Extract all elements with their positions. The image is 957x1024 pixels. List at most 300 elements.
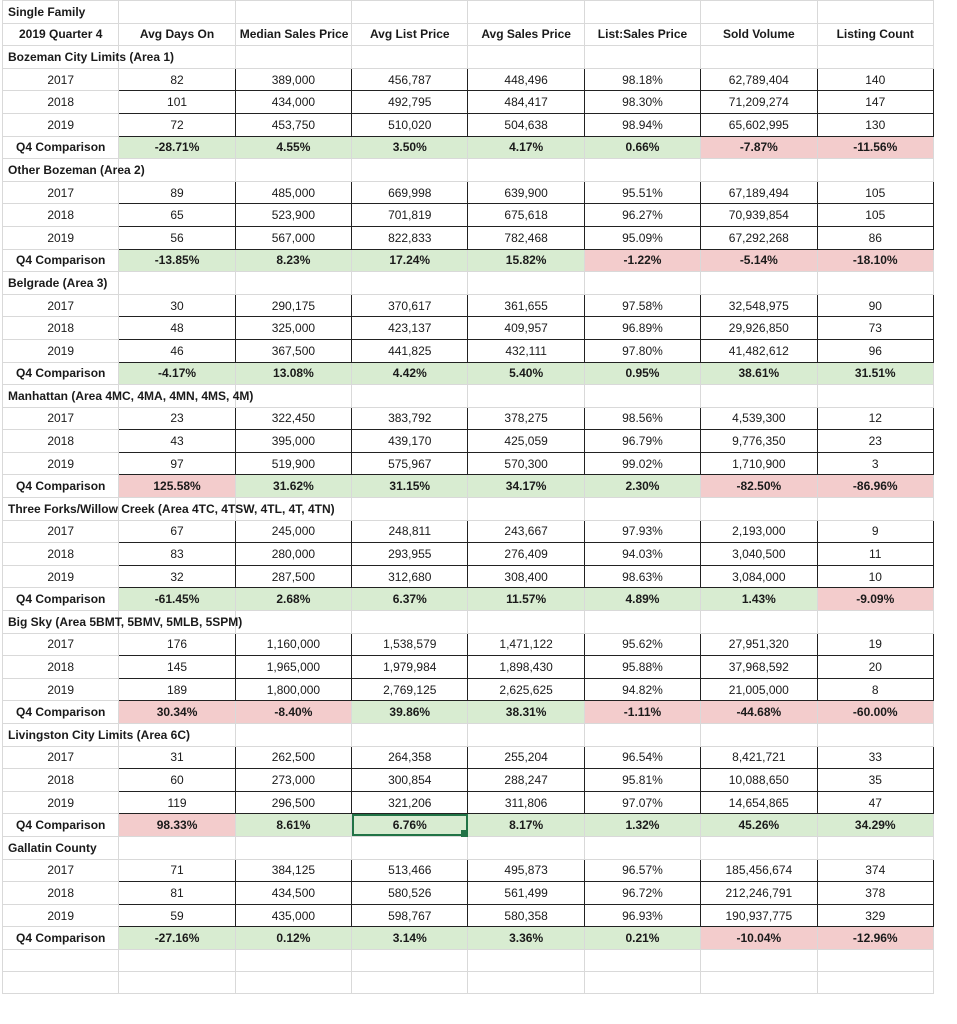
data-cell[interactable]: 782,468 (468, 226, 584, 249)
cell[interactable] (235, 1, 351, 24)
section-title[interactable]: Big Sky (Area 5BMT, 5BMV, 5MLB, 5SPM) (3, 611, 119, 634)
comparison-cell[interactable]: -5.14% (701, 249, 817, 272)
comparison-cell[interactable]: 34.17% (468, 475, 584, 498)
comparison-cell[interactable]: -11.56% (817, 136, 933, 159)
cell[interactable] (817, 46, 933, 69)
selected-cell[interactable]: 6.76% (352, 814, 468, 837)
comparison-cell[interactable]: -1.22% (584, 249, 700, 272)
data-cell[interactable]: 99.02% (584, 452, 700, 475)
data-cell[interactable]: 384,125 (235, 859, 351, 882)
data-cell[interactable]: 2,769,125 (352, 678, 468, 701)
data-cell[interactable]: 580,526 (352, 882, 468, 905)
cell[interactable] (352, 46, 468, 69)
cell[interactable] (235, 971, 351, 993)
data-cell[interactable]: 86 (817, 226, 933, 249)
comparison-cell[interactable]: -12.96% (817, 927, 933, 950)
comparison-cell[interactable]: 0.12% (235, 927, 351, 950)
data-cell[interactable]: 10 (817, 565, 933, 588)
data-cell[interactable]: 255,204 (468, 746, 584, 769)
comparison-cell[interactable]: 4.55% (235, 136, 351, 159)
cell[interactable] (468, 272, 584, 295)
data-cell[interactable]: 822,833 (352, 226, 468, 249)
comparison-label[interactable]: Q4 Comparison (3, 814, 119, 837)
data-cell[interactable]: 561,499 (468, 882, 584, 905)
cell[interactable] (584, 971, 700, 993)
section-title[interactable]: Other Bozeman (Area 2) (3, 159, 119, 182)
cell[interactable] (235, 611, 351, 634)
data-cell[interactable]: 1,160,000 (235, 633, 351, 656)
section-title[interactable]: Bozeman City Limits (Area 1) (3, 46, 119, 69)
data-cell[interactable]: 185,456,674 (701, 859, 817, 882)
data-cell[interactable]: 243,667 (468, 520, 584, 543)
data-cell[interactable]: 31 (119, 746, 235, 769)
comparison-cell[interactable]: 98.33% (119, 814, 235, 837)
data-cell[interactable]: 329 (817, 904, 933, 927)
data-cell[interactable]: 361,655 (468, 294, 584, 317)
data-cell[interactable]: 290,175 (235, 294, 351, 317)
year-label[interactable]: 2019 (3, 226, 119, 249)
data-cell[interactable]: 32,548,975 (701, 294, 817, 317)
data-cell[interactable]: 176 (119, 633, 235, 656)
comparison-cell[interactable]: -9.09% (817, 588, 933, 611)
comparison-cell[interactable]: 8.23% (235, 249, 351, 272)
year-label[interactable]: 2019 (3, 678, 119, 701)
data-cell[interactable]: 65 (119, 204, 235, 227)
data-cell[interactable]: 23 (817, 430, 933, 453)
comparison-cell[interactable]: -86.96% (817, 475, 933, 498)
data-cell[interactable]: 89 (119, 181, 235, 204)
data-cell[interactable]: 1,898,430 (468, 656, 584, 679)
data-cell[interactable]: 65,602,995 (701, 113, 817, 136)
data-cell[interactable]: 1,800,000 (235, 678, 351, 701)
data-cell[interactable]: 72 (119, 113, 235, 136)
data-cell[interactable]: 2,625,625 (468, 678, 584, 701)
year-label[interactable]: 2017 (3, 407, 119, 430)
data-cell[interactable]: 312,680 (352, 565, 468, 588)
cell[interactable] (701, 498, 817, 521)
cell[interactable] (701, 385, 817, 408)
year-label[interactable]: 2019 (3, 791, 119, 814)
data-cell[interactable]: 47 (817, 791, 933, 814)
data-cell[interactable]: 570,300 (468, 452, 584, 475)
cell[interactable] (235, 949, 351, 971)
cell[interactable] (817, 971, 933, 993)
comparison-cell[interactable]: -7.87% (701, 136, 817, 159)
comparison-cell[interactable]: -1.11% (584, 701, 700, 724)
header-cell[interactable]: List:Sales Price (584, 23, 700, 46)
cell[interactable] (701, 272, 817, 295)
year-label[interactable]: 2017 (3, 520, 119, 543)
data-cell[interactable]: 248,811 (352, 520, 468, 543)
comparison-cell[interactable]: -28.71% (119, 136, 235, 159)
data-cell[interactable]: 98.18% (584, 68, 700, 91)
cell[interactable] (235, 159, 351, 182)
data-cell[interactable]: 669,998 (352, 181, 468, 204)
cell[interactable] (817, 159, 933, 182)
comparison-label[interactable]: Q4 Comparison (3, 136, 119, 159)
cell[interactable] (584, 611, 700, 634)
year-label[interactable]: 2017 (3, 633, 119, 656)
cell[interactable] (352, 159, 468, 182)
cell[interactable] (701, 724, 817, 747)
cell[interactable] (468, 159, 584, 182)
header-cell[interactable]: 2019 Quarter 4 (3, 23, 119, 46)
data-cell[interactable]: 94.82% (584, 678, 700, 701)
data-cell[interactable]: 14,654,865 (701, 791, 817, 814)
data-cell[interactable]: 575,967 (352, 452, 468, 475)
data-cell[interactable]: 96.93% (584, 904, 700, 927)
data-cell[interactable]: 2,193,000 (701, 520, 817, 543)
section-title[interactable]: Belgrade (Area 3) (3, 272, 119, 295)
comparison-label[interactable]: Q4 Comparison (3, 701, 119, 724)
section-title[interactable]: Manhattan (Area 4MC, 4MA, 4MN, 4MS, 4M) (3, 385, 119, 408)
comparison-cell[interactable]: 0.21% (584, 927, 700, 950)
data-cell[interactable]: 97 (119, 452, 235, 475)
year-label[interactable]: 2019 (3, 904, 119, 927)
data-cell[interactable]: 9 (817, 520, 933, 543)
data-cell[interactable]: 90 (817, 294, 933, 317)
comparison-cell[interactable]: 31.15% (352, 475, 468, 498)
data-cell[interactable]: 4,539,300 (701, 407, 817, 430)
data-cell[interactable]: 1,538,579 (352, 633, 468, 656)
comparison-cell[interactable]: 38.61% (701, 362, 817, 385)
fill-handle[interactable] (461, 830, 468, 837)
data-cell[interactable]: 10,088,650 (701, 769, 817, 792)
comparison-cell[interactable]: 34.29% (817, 814, 933, 837)
data-cell[interactable]: 48 (119, 317, 235, 340)
cell[interactable] (352, 385, 468, 408)
comparison-cell[interactable]: 13.08% (235, 362, 351, 385)
comparison-cell[interactable]: 3.50% (352, 136, 468, 159)
data-cell[interactable]: 189 (119, 678, 235, 701)
cell[interactable] (468, 836, 584, 859)
comparison-label[interactable]: Q4 Comparison (3, 362, 119, 385)
data-cell[interactable]: 190,937,775 (701, 904, 817, 927)
data-cell[interactable]: 94.03% (584, 543, 700, 566)
data-cell[interactable]: 485,000 (235, 181, 351, 204)
comparison-cell[interactable]: -13.85% (119, 249, 235, 272)
cell[interactable] (584, 46, 700, 69)
comparison-cell[interactable]: 45.26% (701, 814, 817, 837)
comparison-cell[interactable]: 2.68% (235, 588, 351, 611)
data-cell[interactable]: 95.62% (584, 633, 700, 656)
cell[interactable] (352, 611, 468, 634)
data-cell[interactable]: 598,767 (352, 904, 468, 927)
comparison-cell[interactable]: 31.51% (817, 362, 933, 385)
year-label[interactable]: 2017 (3, 859, 119, 882)
data-cell[interactable]: 1,710,900 (701, 452, 817, 475)
data-cell[interactable]: 67,189,494 (701, 181, 817, 204)
data-cell[interactable]: 60 (119, 769, 235, 792)
data-cell[interactable]: 43 (119, 430, 235, 453)
data-cell[interactable]: 9,776,350 (701, 430, 817, 453)
cell[interactable] (817, 498, 933, 521)
cell[interactable] (119, 272, 235, 295)
data-cell[interactable]: 96.72% (584, 882, 700, 905)
cell[interactable] (817, 385, 933, 408)
cell[interactable] (584, 272, 700, 295)
data-cell[interactable]: 97.80% (584, 339, 700, 362)
cell[interactable] (352, 498, 468, 521)
comparison-cell[interactable]: 8.17% (468, 814, 584, 837)
data-cell[interactable]: 140 (817, 68, 933, 91)
comparison-cell[interactable]: 15.82% (468, 249, 584, 272)
data-cell[interactable]: 3 (817, 452, 933, 475)
year-label[interactable]: 2019 (3, 565, 119, 588)
data-cell[interactable]: 73 (817, 317, 933, 340)
section-title[interactable]: Three Forks/Willow Creek (Area 4TC, 4TSW, 4TL, 4T, 4TN) (3, 498, 119, 521)
data-cell[interactable]: 276,409 (468, 543, 584, 566)
data-cell[interactable]: 56 (119, 226, 235, 249)
data-cell[interactable]: 395,000 (235, 430, 351, 453)
cell[interactable] (468, 949, 584, 971)
data-cell[interactable]: 29,926,850 (701, 317, 817, 340)
cell[interactable] (584, 949, 700, 971)
comparison-cell[interactable]: 3.36% (468, 927, 584, 950)
data-cell[interactable]: 245,000 (235, 520, 351, 543)
data-cell[interactable]: 287,500 (235, 565, 351, 588)
cell[interactable] (3, 949, 119, 971)
year-label[interactable]: 2018 (3, 317, 119, 340)
comparison-cell[interactable]: 6.37% (352, 588, 468, 611)
data-cell[interactable]: 71,209,274 (701, 91, 817, 114)
data-cell[interactable]: 1,471,122 (468, 633, 584, 656)
cell[interactable] (701, 611, 817, 634)
cell[interactable] (817, 272, 933, 295)
cell[interactable] (468, 611, 584, 634)
data-cell[interactable]: 288,247 (468, 769, 584, 792)
data-cell[interactable]: 513,466 (352, 859, 468, 882)
data-cell[interactable]: 46 (119, 339, 235, 362)
data-cell[interactable]: 3,084,000 (701, 565, 817, 588)
data-cell[interactable]: 130 (817, 113, 933, 136)
data-cell[interactable]: 519,900 (235, 452, 351, 475)
comparison-cell[interactable]: -60.00% (817, 701, 933, 724)
cell[interactable] (468, 46, 584, 69)
section-title[interactable]: Livingston City Limits (Area 6C) (3, 724, 119, 747)
data-cell[interactable]: 95.81% (584, 769, 700, 792)
data-cell[interactable]: 378 (817, 882, 933, 905)
data-cell[interactable]: 675,618 (468, 204, 584, 227)
data-cell[interactable]: 325,000 (235, 317, 351, 340)
cell[interactable] (468, 1, 584, 24)
data-cell[interactable]: 280,000 (235, 543, 351, 566)
comparison-cell[interactable]: 125.58% (119, 475, 235, 498)
year-label[interactable]: 2017 (3, 746, 119, 769)
data-cell[interactable]: 374 (817, 859, 933, 882)
data-cell[interactable]: 383,792 (352, 407, 468, 430)
data-cell[interactable]: 98.94% (584, 113, 700, 136)
comparison-cell[interactable]: 38.31% (468, 701, 584, 724)
data-cell[interactable]: 97.93% (584, 520, 700, 543)
cell[interactable] (817, 836, 933, 859)
data-cell[interactable]: 367,500 (235, 339, 351, 362)
data-cell[interactable]: 96.27% (584, 204, 700, 227)
data-cell[interactable]: 19 (817, 633, 933, 656)
cell[interactable] (119, 1, 235, 24)
data-cell[interactable]: 96 (817, 339, 933, 362)
cell[interactable] (584, 724, 700, 747)
cell[interactable] (235, 272, 351, 295)
year-label[interactable]: 2018 (3, 769, 119, 792)
data-cell[interactable]: 98.30% (584, 91, 700, 114)
year-label[interactable]: 2018 (3, 543, 119, 566)
header-cell[interactable]: Avg List Price (352, 23, 468, 46)
data-cell[interactable]: 70,939,854 (701, 204, 817, 227)
data-cell[interactable]: 101 (119, 91, 235, 114)
data-cell[interactable]: 35 (817, 769, 933, 792)
year-label[interactable]: 2018 (3, 656, 119, 679)
data-cell[interactable]: 105 (817, 204, 933, 227)
cell[interactable] (352, 724, 468, 747)
data-cell[interactable]: 41,482,612 (701, 339, 817, 362)
data-cell[interactable]: 523,900 (235, 204, 351, 227)
data-cell[interactable]: 293,955 (352, 543, 468, 566)
data-cell[interactable]: 27,951,320 (701, 633, 817, 656)
cell[interactable] (468, 385, 584, 408)
data-cell[interactable]: 453,750 (235, 113, 351, 136)
data-cell[interactable]: 12 (817, 407, 933, 430)
year-label[interactable]: 2018 (3, 91, 119, 114)
comparison-cell[interactable]: 31.62% (235, 475, 351, 498)
data-cell[interactable]: 495,873 (468, 859, 584, 882)
data-cell[interactable]: 425,059 (468, 430, 584, 453)
header-cell[interactable]: Avg Sales Price (468, 23, 584, 46)
comparison-label[interactable]: Q4 Comparison (3, 927, 119, 950)
cell[interactable] (235, 46, 351, 69)
comparison-cell[interactable]: -27.16% (119, 927, 235, 950)
cell[interactable] (817, 949, 933, 971)
data-cell[interactable]: 321,206 (352, 791, 468, 814)
header-cell[interactable]: Avg Days On (119, 23, 235, 46)
cell[interactable] (584, 836, 700, 859)
cell[interactable] (468, 498, 584, 521)
cell[interactable] (3, 971, 119, 993)
comparison-cell[interactable]: -10.04% (701, 927, 817, 950)
sheet-title[interactable]: Single Family (3, 1, 119, 24)
comparison-cell[interactable]: 8.61% (235, 814, 351, 837)
data-cell[interactable]: 296,500 (235, 791, 351, 814)
comparison-cell[interactable]: 17.24% (352, 249, 468, 272)
data-cell[interactable]: 96.57% (584, 859, 700, 882)
data-cell[interactable]: 262,500 (235, 746, 351, 769)
data-cell[interactable]: 67,292,268 (701, 226, 817, 249)
cell[interactable] (701, 971, 817, 993)
comparison-cell[interactable]: -61.45% (119, 588, 235, 611)
data-cell[interactable]: 96.79% (584, 430, 700, 453)
data-cell[interactable]: 11 (817, 543, 933, 566)
cell[interactable] (119, 949, 235, 971)
comparison-cell[interactable]: 30.34% (119, 701, 235, 724)
comparison-cell[interactable]: 4.89% (584, 588, 700, 611)
cell[interactable] (119, 836, 235, 859)
cell[interactable] (352, 971, 468, 993)
data-cell[interactable]: 434,500 (235, 882, 351, 905)
data-cell[interactable]: 311,806 (468, 791, 584, 814)
year-label[interactable]: 2019 (3, 339, 119, 362)
cell[interactable] (817, 1, 933, 24)
comparison-cell[interactable]: 1.32% (584, 814, 700, 837)
data-cell[interactable]: 23 (119, 407, 235, 430)
data-cell[interactable]: 212,246,791 (701, 882, 817, 905)
comparison-cell[interactable]: -82.50% (701, 475, 817, 498)
data-cell[interactable]: 97.07% (584, 791, 700, 814)
cell[interactable] (817, 724, 933, 747)
data-cell[interactable]: 82 (119, 68, 235, 91)
data-cell[interactable]: 484,417 (468, 91, 584, 114)
data-cell[interactable]: 98.63% (584, 565, 700, 588)
data-cell[interactable]: 322,450 (235, 407, 351, 430)
year-label[interactable]: 2017 (3, 68, 119, 91)
comparison-cell[interactable]: 1.43% (701, 588, 817, 611)
cell[interactable] (235, 836, 351, 859)
data-cell[interactable]: 456,787 (352, 68, 468, 91)
data-cell[interactable]: 448,496 (468, 68, 584, 91)
data-cell[interactable]: 409,957 (468, 317, 584, 340)
header-cell[interactable]: Sold Volume (701, 23, 817, 46)
data-cell[interactable]: 273,000 (235, 769, 351, 792)
data-cell[interactable]: 639,900 (468, 181, 584, 204)
year-label[interactable]: 2019 (3, 452, 119, 475)
data-cell[interactable]: 32 (119, 565, 235, 588)
data-cell[interactable]: 37,968,592 (701, 656, 817, 679)
year-label[interactable]: 2017 (3, 181, 119, 204)
data-cell[interactable]: 510,020 (352, 113, 468, 136)
data-cell[interactable]: 370,617 (352, 294, 468, 317)
section-title[interactable]: Gallatin County (3, 836, 119, 859)
comparison-label[interactable]: Q4 Comparison (3, 475, 119, 498)
data-cell[interactable]: 81 (119, 882, 235, 905)
data-cell[interactable]: 20 (817, 656, 933, 679)
data-cell[interactable]: 701,819 (352, 204, 468, 227)
cell[interactable] (235, 724, 351, 747)
header-cell[interactable]: Median Sales Price (235, 23, 351, 46)
data-cell[interactable]: 33 (817, 746, 933, 769)
cell[interactable] (584, 385, 700, 408)
data-cell[interactable]: 1,965,000 (235, 656, 351, 679)
cell[interactable] (119, 971, 235, 993)
cell[interactable] (584, 1, 700, 24)
data-cell[interactable]: 264,358 (352, 746, 468, 769)
data-cell[interactable]: 95.51% (584, 181, 700, 204)
data-cell[interactable]: 1,979,984 (352, 656, 468, 679)
data-cell[interactable]: 95.09% (584, 226, 700, 249)
comparison-cell[interactable]: 11.57% (468, 588, 584, 611)
cell[interactable] (352, 949, 468, 971)
comparison-cell[interactable]: 5.40% (468, 362, 584, 385)
cell[interactable] (701, 949, 817, 971)
cell[interactable] (352, 1, 468, 24)
data-cell[interactable]: 439,170 (352, 430, 468, 453)
comparison-cell[interactable]: -44.68% (701, 701, 817, 724)
data-cell[interactable]: 378,275 (468, 407, 584, 430)
comparison-label[interactable]: Q4 Comparison (3, 249, 119, 272)
data-cell[interactable]: 300,854 (352, 769, 468, 792)
data-cell[interactable]: 67 (119, 520, 235, 543)
data-cell[interactable]: 98.56% (584, 407, 700, 430)
comparison-cell[interactable]: 0.66% (584, 136, 700, 159)
data-cell[interactable]: 8 (817, 678, 933, 701)
data-cell[interactable]: 3,040,500 (701, 543, 817, 566)
cell[interactable] (701, 1, 817, 24)
comparison-cell[interactable]: -18.10% (817, 249, 933, 272)
data-cell[interactable]: 147 (817, 91, 933, 114)
comparison-cell[interactable]: 2.30% (584, 475, 700, 498)
cell[interactable] (352, 272, 468, 295)
year-label[interactable]: 2017 (3, 294, 119, 317)
data-cell[interactable]: 97.58% (584, 294, 700, 317)
year-label[interactable]: 2018 (3, 204, 119, 227)
